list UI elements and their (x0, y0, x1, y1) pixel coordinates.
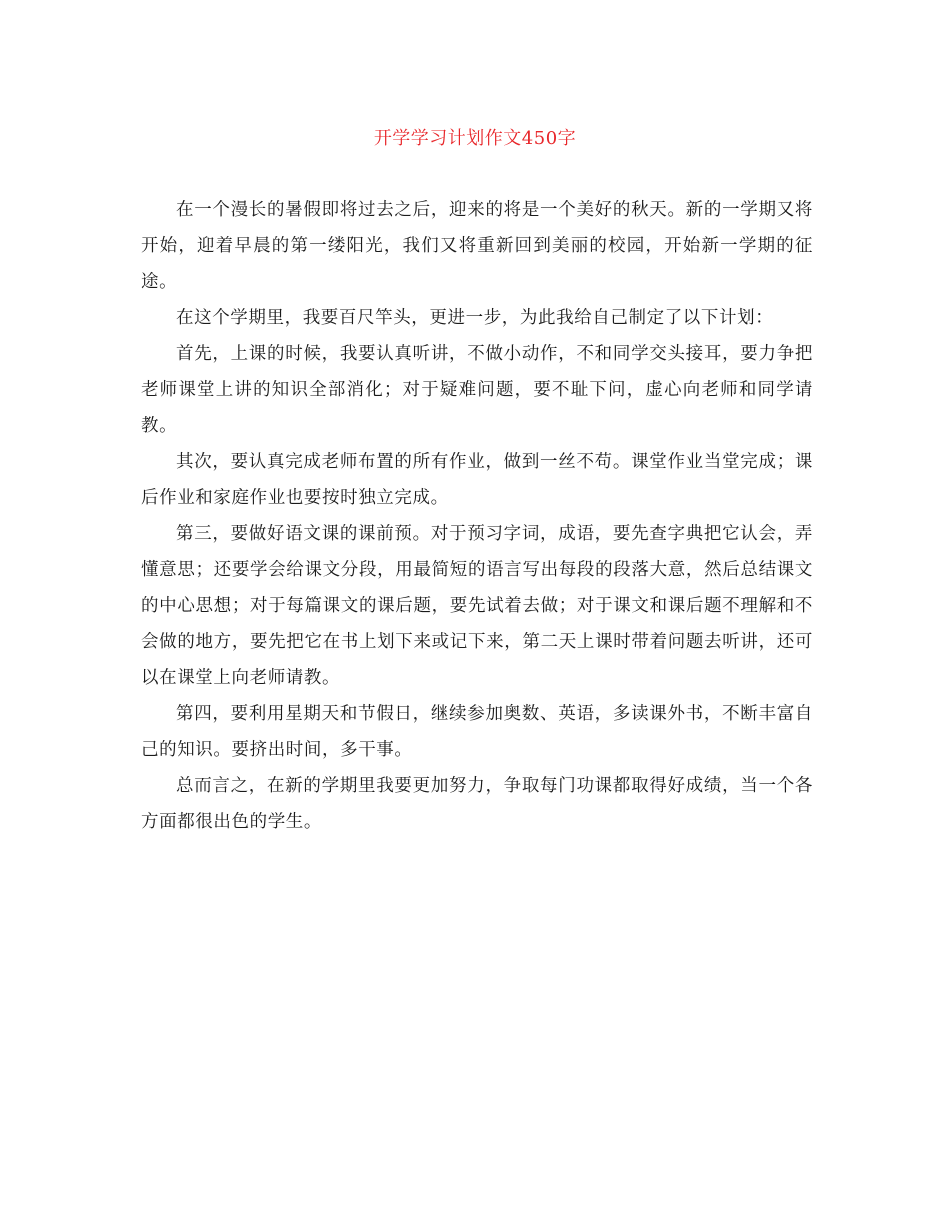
paragraph-plan-statement: 在这个学期里，我要百尺竿头，更进一步，为此我给自己制定了以下计划： (176, 308, 774, 328)
paragraph-third: 第三，要做好语文课的课前预。对于预习字词，成语，要先查字典把它认会，弄懂意思；还要学会给课文分段，用最简短的语言写出每段的段落大意，然后总结课文的中心思想；对于每篇课文的课后题，要先试着去做；对于课文和课后题不理解和不会做的地方，要先把它在书上划下来或记下来，第二天上课时带着问题去听讲，还可以在课堂上向老师请教。 (141, 524, 813, 688)
paragraph-intro: 在一个漫长的暑假即将过去之后，迎来的将是一个美好的秋天。新的一学期又将开始，迎着早晨的第一缕阳光，我们又将重新回到美丽的校园，开始新一学期的征途。 (141, 200, 813, 292)
paragraph-first: 首先，上课的时候，我要认真听讲，不做小动作，不和同学交头接耳，要力争把老师课堂上讲的知识全部消化；对于疑难问题，要不耻下问，虚心向老师和同学请教。 (141, 344, 813, 436)
paragraph-second: 其次，要认真完成老师布置的所有作业，做到一丝不苟。课堂作业当堂完成；课后作业和家庭作业也要按时独立完成。 (141, 452, 813, 508)
paragraph-fourth: 第四，要利用星期天和节假日，继续参加奥数、英语，多读课外书，不断丰富自己的知识。要挤出时间，多干事。 (141, 704, 813, 760)
paragraph-conclusion: 总而言之，在新的学期里我要更加努力，争取每门功课都取得好成绩，当一个各方面都很出色的学生。 (141, 776, 813, 832)
document-body (141, 192, 813, 840)
document-title: 开学学习计划作文450字 (373, 128, 577, 149)
